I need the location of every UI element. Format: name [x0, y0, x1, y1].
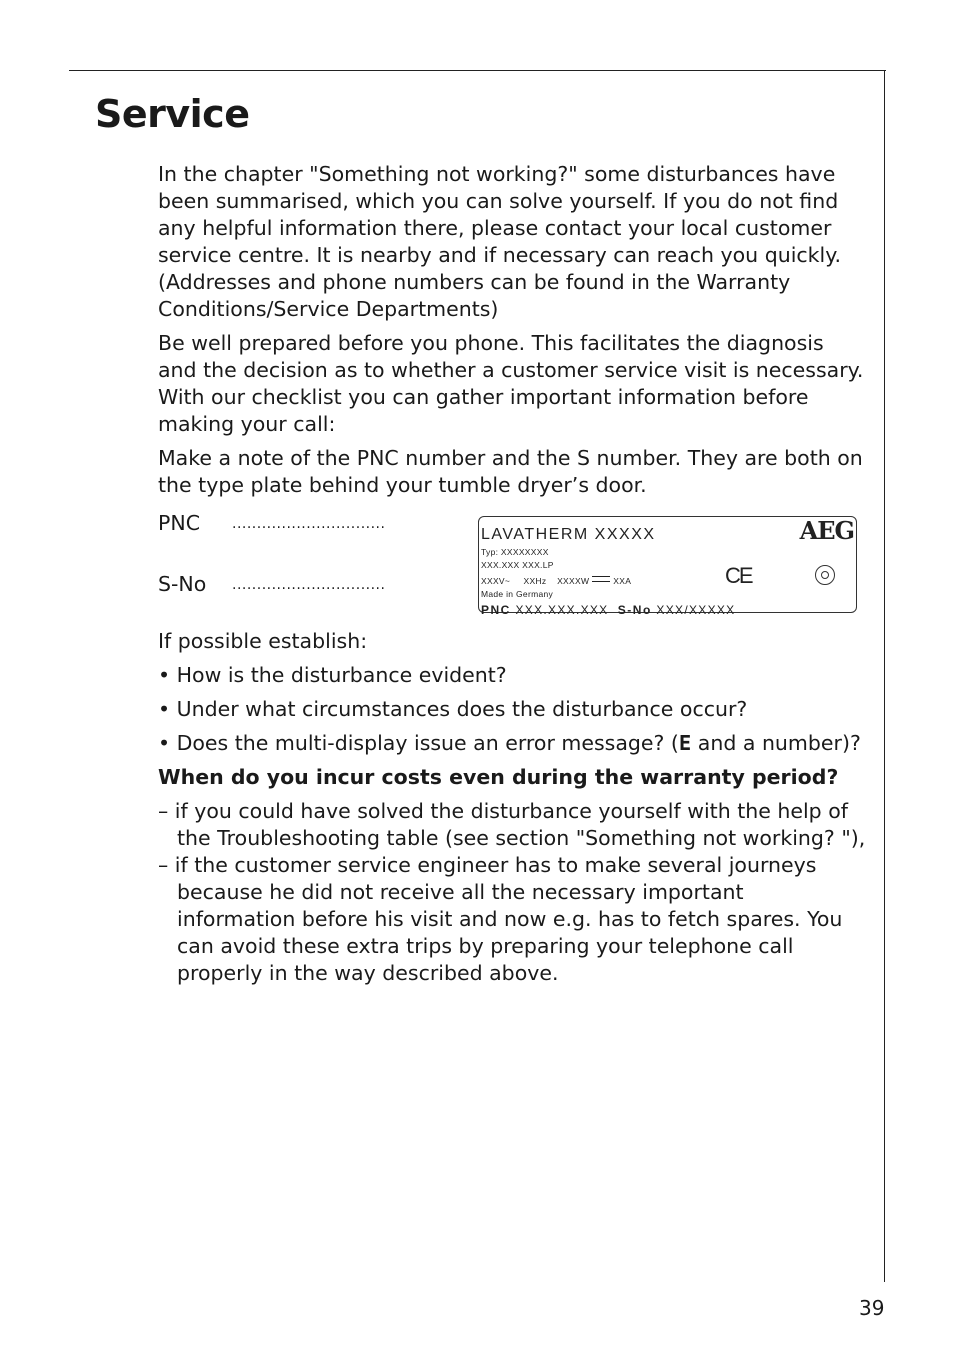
- plate-typ: Typ: XXXXXXXX: [481, 547, 549, 557]
- plate-current: XXA: [613, 576, 632, 586]
- plate-model: LAVATHERM XXXXX: [481, 526, 656, 543]
- costs-heading: When do you incur costs even during the warranty period?: [158, 765, 839, 789]
- plate-frequency: XXHz: [523, 576, 547, 586]
- checklist: [158, 662, 868, 757]
- list-item: – if the customer service engineer has to make several journeys because he did not receive all the necessary important information before his visit and now e.g. has to fetch spares. You can avoid these extra trips by preparing your telephone call properly in the way described above.: [158, 853, 843, 985]
- error-display-icon: E: [678, 731, 692, 755]
- top-rule: [69, 70, 886, 71]
- costs-list: [158, 798, 868, 987]
- plate-pnc-value: XXX.XXX.XXX: [515, 603, 609, 617]
- sno-field: [158, 571, 385, 599]
- type-plate: [478, 516, 857, 617]
- aeg-logo: AEG: [799, 516, 854, 545]
- plate-sno-label: S-No: [617, 603, 652, 617]
- plate-pnc-label: PNC: [481, 603, 511, 617]
- establish-intro: If possible establish:: [158, 629, 368, 653]
- list-item: • How is the disturbance evident?: [158, 663, 507, 687]
- page-number: 39: [859, 1296, 885, 1320]
- note-paragraph: Make a note of the PNC number and the S number. They are both on the type plate behind your tumble dryer’s door.: [158, 446, 863, 497]
- plate-code: XXX.XXX XXX.LP: [481, 560, 554, 570]
- fuse-icon: [592, 576, 610, 582]
- plate-sno-value: XXX/XXXXX: [656, 603, 736, 617]
- plate-numbers: [481, 597, 736, 624]
- intro-paragraph: In the chapter "Something not working?" some disturbances have been summarised, which you can solve yourself. If you do not find any helpful information there, please contact your local customer service centre. It is nearby and if necessary can reach you quickly. (Addresses and phone numbers can be found in the Warranty Conditions/Service Departments): [158, 162, 841, 321]
- right-rule: [884, 70, 885, 1282]
- plate-power: XXXXW: [557, 576, 590, 586]
- list-item: • Under what circumstances does the disturbance occur?: [158, 697, 748, 721]
- plate-origin: Made in Germany: [481, 589, 554, 599]
- main-content: [158, 161, 868, 987]
- sno-label: S-No: [158, 572, 207, 596]
- list-item: • Does the multi-display issue an error message? (E and a number)?: [158, 731, 861, 755]
- list-item: – if you could have solved the disturbance yourself with the help of the Troubleshooting table (see section "Something not working? "),: [158, 799, 866, 850]
- pnc-label: PNC: [158, 511, 201, 535]
- page-title: Service: [95, 92, 250, 136]
- approval-mark-icon: [815, 565, 835, 585]
- ce-mark-icon: CE: [725, 563, 752, 588]
- plate-voltage: XXXV~: [481, 576, 511, 586]
- number-form: [158, 510, 868, 628]
- pnc-blank: ...............................: [232, 516, 386, 532]
- sno-blank: ...............................: [232, 577, 386, 593]
- preparation-paragraph: Be well prepared before you phone. This facilitates the diagnosis and the decision as to whether a customer service visit is necessary. With our checklist you can gather important information before making your call:: [158, 331, 864, 436]
- pnc-field: [158, 510, 385, 538]
